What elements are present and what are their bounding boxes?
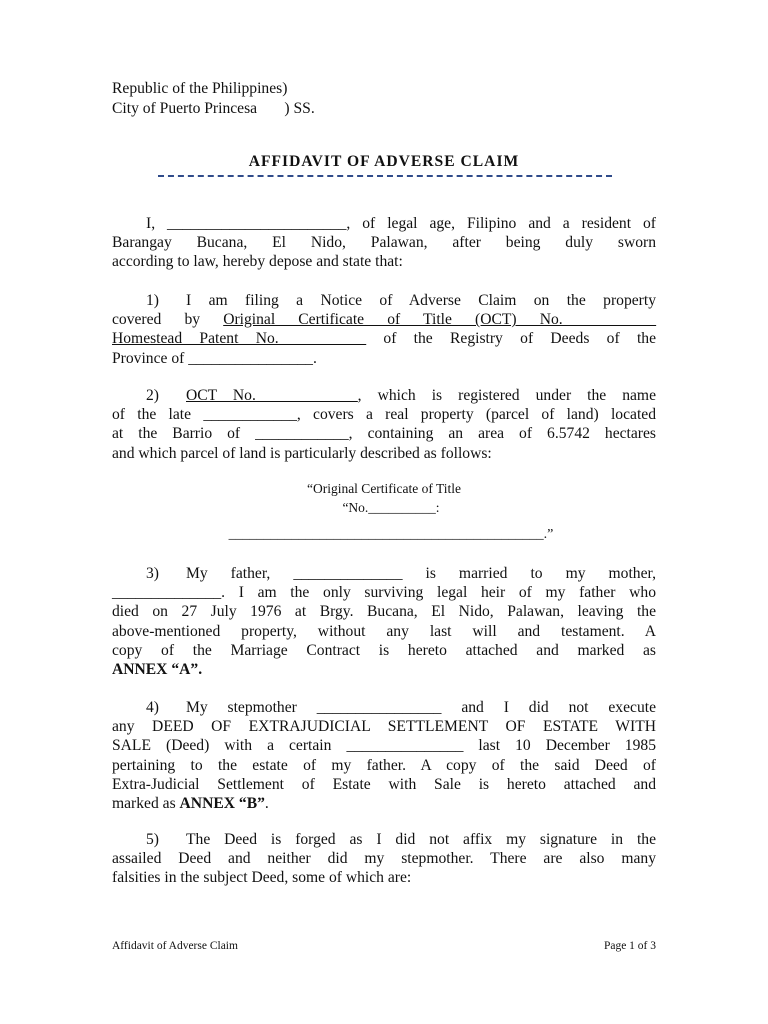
p4-line-6 (112, 794, 656, 813)
footer-page-number: Page 1 of 3 (603, 940, 656, 952)
intro-line-1: I, _______________________, of legal age, Filipino and a resident of (146, 215, 656, 232)
quote-line-1: “Original Certificate of Title (306, 481, 462, 496)
p4-line-6a: marked as (112, 795, 180, 813)
p3-line-3: died on 27 July 1976 at Brgy. Bucana, El Nido, Palawan, leaving the (112, 603, 656, 621)
p4-number: 4) (146, 699, 159, 716)
p1-line-4: Province of ________________. (112, 349, 317, 367)
p5-line-3: falsities in the subject Deed, some of which are: (112, 869, 412, 887)
paragraph-3 (112, 564, 656, 679)
p1-line-1 (112, 291, 656, 310)
p3-number: 3) (146, 565, 159, 582)
venue-line-1: Republic of the Philippines) (112, 80, 288, 97)
venue-line-2: City of Puerto Princesa ) SS. (112, 100, 315, 117)
p2-line-2: of the late ____________, covers a real property (parcel of land) located (112, 406, 656, 424)
oct-number-ref: OCT No. ___________ (186, 387, 358, 404)
p1-line-1-text: I am filing a Notice of Adverse Claim on the property (186, 292, 656, 309)
p4-line-6c: . (264, 795, 269, 813)
quoted-title-block (0, 479, 768, 544)
homestead-patent-reference: Homestead Patent No. _________ (112, 330, 367, 348)
intro-paragraph (112, 214, 656, 272)
annex-b-label: ANNEX “B” (179, 795, 265, 813)
paragraph-5 (112, 830, 656, 888)
p1-line-2 (112, 310, 656, 329)
p4-line-3: SALE (Deed) with a certain _______________ last 10 December 1985 (112, 737, 656, 755)
p5-number: 5) (146, 831, 159, 848)
p3-line-1-text: My father, ______________ is married to my mother, (186, 565, 656, 582)
p1-number: 1) (146, 292, 159, 309)
p4-line-1-text: My stepmother ________________ and I did not execute (186, 699, 656, 716)
p5-line-1-text: The Deed is forged as I did not affix my signature in the (186, 831, 656, 848)
p4-line-5: Extra-Judicial Settlement of Estate with Sale is hereto attached and (112, 775, 656, 793)
document-title: AFFIDAVIT OF ADVERSE CLAIM (248, 153, 520, 170)
p2-line-4: and which parcel of land is particularly described as follows: (112, 444, 492, 462)
quote-line-3: _____________________________________________.” (228, 527, 554, 542)
p3-line-2: ______________. I am the only surviving legal heir of my father who (112, 584, 656, 602)
intro-line-2: Barangay Bucana, El Nido, Palawan, after being duly sworn (112, 234, 656, 252)
paragraph-4 (112, 698, 656, 813)
footer-document-name: Affidavit of Adverse Claim (112, 940, 238, 952)
p4-line-2: any DEED OF EXTRAJUDICIAL SETTLEMENT OF ESTATE WITH (112, 718, 656, 736)
title-dashed-rule (158, 175, 612, 177)
paragraph-2 (112, 386, 656, 463)
p5-line-1 (112, 830, 656, 849)
p2-line-1b: , which is registered under the name (357, 387, 656, 404)
venue-block (112, 79, 315, 119)
p2-line-3: at the Barrio of ____________, containing an area of 6.5742 hectares (112, 425, 656, 443)
quote-line-2: “No.__________: (342, 500, 440, 515)
p2-line-1 (112, 386, 656, 405)
p1-line-2a: covered by (112, 311, 201, 329)
p4-line-1 (112, 698, 656, 717)
p1-line-3b: of the Registry of Deeds of the (383, 330, 656, 348)
oct-reference: Original Certificate of Title (OCT) No. _________ (223, 311, 656, 329)
intro-line-3: according to law, hereby depose and state that: (112, 253, 403, 271)
annex-a-label: ANNEX “A”. (112, 661, 203, 679)
p2-number: 2) (146, 387, 159, 404)
p1-line-3 (112, 329, 656, 348)
p5-line-2: assailed Deed and neither did my stepmother. There are also many (112, 850, 656, 868)
p3-line-1 (112, 564, 656, 583)
p3-line-4: above-mentioned property, without any last will and testament. A (112, 622, 656, 640)
p4-line-4: pertaining to the estate of my father. A copy of the said Deed of (112, 756, 656, 774)
p3-line-5: copy of the Marriage Contract is hereto attached and marked as (112, 641, 656, 659)
paragraph-1 (112, 291, 656, 368)
